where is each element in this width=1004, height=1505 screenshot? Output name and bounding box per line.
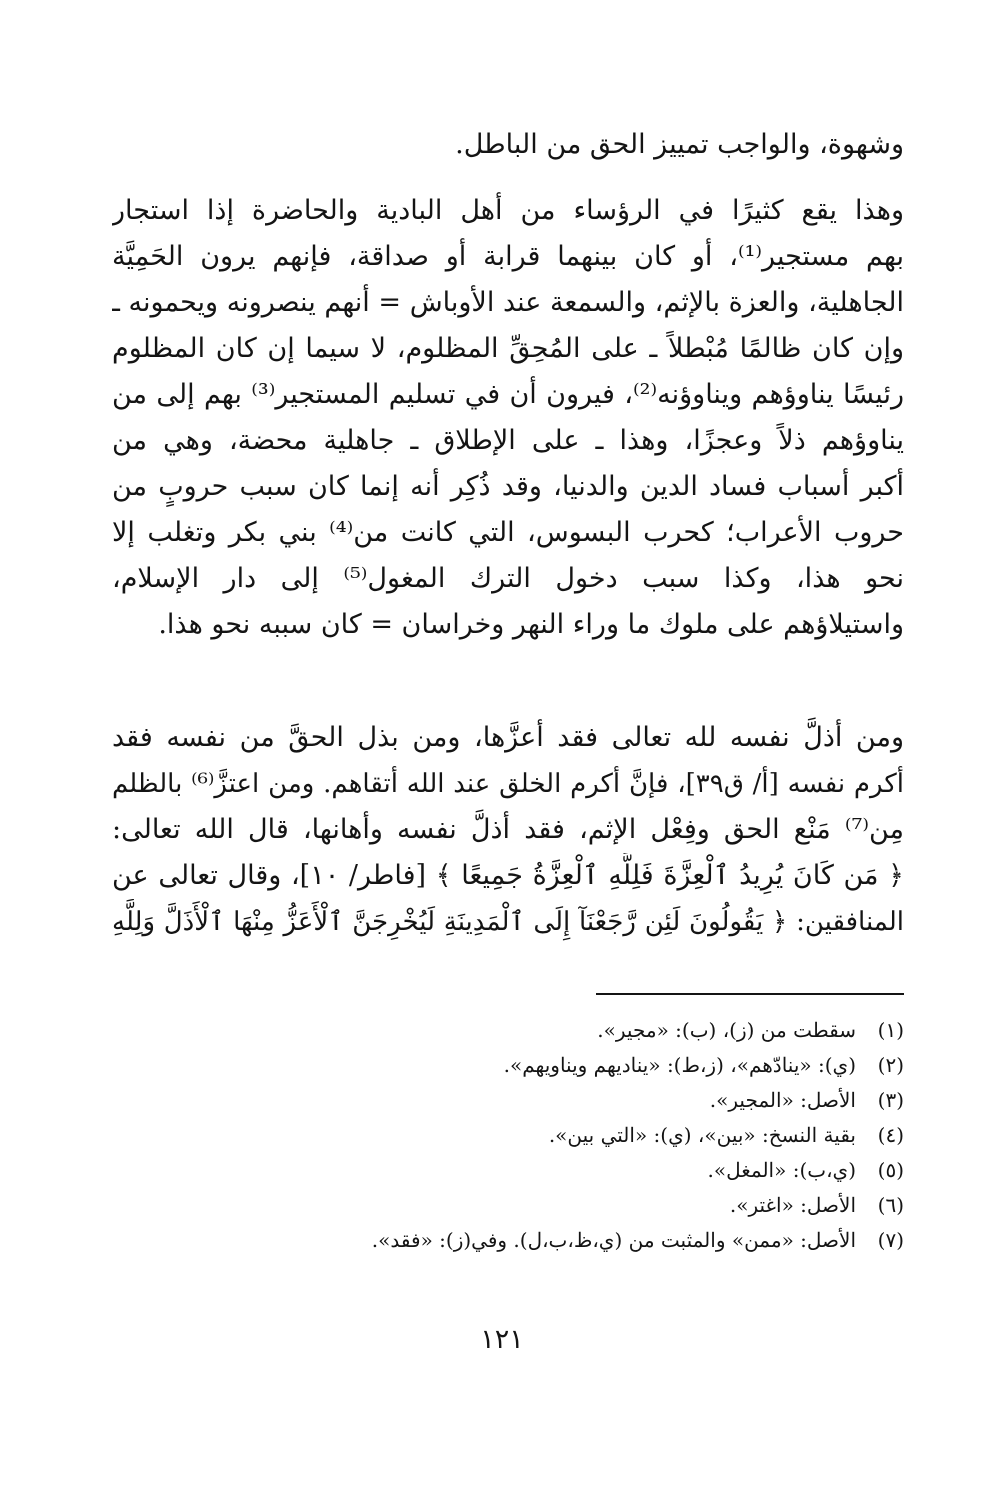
paragraph-2 <box>112 188 904 648</box>
footnote-text: بقية النسخ: «بين»، (ي): «التي بين». <box>548 1123 856 1147</box>
footnote <box>250 1118 904 1153</box>
text-line: يناوؤهم ذلاً وعجزًا، وهذا ـ على الإطلاق ـ جاهلية محضة، وهي من <box>112 425 904 456</box>
footnote <box>250 1223 904 1258</box>
paragraph-3 <box>112 715 904 945</box>
footnote <box>250 1153 904 1188</box>
footnote <box>250 1083 904 1118</box>
footnote-text: (ي،ب): «المغل». <box>707 1158 856 1182</box>
footnote <box>250 1048 904 1083</box>
footnote <box>250 1188 904 1223</box>
quran-verse-line: ﴿ مَن كَانَ يُرِيدُ ٱلْعِزَّةَ فَلِلَّهِ ٱلْعِزَّةُ جَمِيعًا ﴾ [فاطر/ ١٠]، وقال تعالى عن <box>112 860 904 891</box>
footnote-number: (٣) <box>877 1088 904 1112</box>
footnote-number: (٦) <box>877 1193 904 1217</box>
footnote-divider <box>596 993 904 995</box>
paragraph-1 <box>112 122 904 168</box>
footnote-text: الأصل: «ممن» والمثبت من (ي،ظ،ب،ل). وفي(ز): «فقد». <box>371 1228 856 1252</box>
text-line: وهذا يقع كثيرًا في الرؤساء من أهل البادية والحاضرة إذا استجار <box>112 195 904 226</box>
text-line: نحو هذا، وكذا سبب دخول الترك المغول⁽⁵⁾ إلى دار الإسلام، <box>112 563 904 594</box>
text-line: واستيلاؤهم على ملوك ما وراء النهر وخراسان = كان سببه نحو هذا. <box>158 609 904 640</box>
quran-verse-line: المنافقين: ﴿ يَقُولُونَ لَئِن رَّجَعْنَآ إِلَى ٱلْمَدِينَةِ لَيُخْرِجَنَّ ٱلْأَعَزُّ مِنْهَا ٱلْأَذَلَّ وَلِلَّهِ <box>112 907 904 937</box>
text-line: رئيسًا يناوؤهم ويناوؤنه⁽²⁾، فيرون أن في تسليم المستجير⁽³⁾ بهم إلى من <box>112 379 904 410</box>
text-line: أكرم نفسه [أ/ ق٣٩]، فإنَّ أكرم الخلق عند الله أتقاهم. ومن اعتزَّ⁽⁶⁾ بالظلم <box>112 769 904 799</box>
text-line: ومن أذلَّ نفسه لله تعالى فقد أعزَّها، ومن بذل الحقَّ من نفسه فقد <box>112 722 904 753</box>
footnote-number: (٤) <box>877 1123 904 1147</box>
footnote-number: (٥) <box>877 1158 904 1182</box>
page-number: ١٢١ <box>480 1324 524 1355</box>
footnotes <box>250 1013 904 1258</box>
footnote-number: (١) <box>877 1018 904 1042</box>
text-line: أكبر أسباب فساد الدين والدنيا، وقد ذُكِر أنه إنما كان سبب حروبٍ من <box>112 471 904 502</box>
text-line: وشهوة، والواجب تمييز الحق من الباطل. <box>455 129 904 160</box>
footnote-text: (ي): «ينادّهم»، (ز،ط): «ينادیهم ويناويهم». <box>503 1053 856 1077</box>
text-line: حروب الأعراب؛ كحرب البسوس، التي كانت من⁽⁴⁾ بني بكر وتغلب إلا <box>112 517 904 548</box>
footnote-text: الأصل: «المجير». <box>709 1088 856 1112</box>
footnote-text: سقطت من (ز)، (ب): «مجير». <box>597 1018 856 1042</box>
text-line: الجاهلية، والعزة بالإثم، والسمعة عند الأوباش = أنهم ينصرونه ويحمونه ـ <box>112 287 904 318</box>
text-line: بهم مستجير⁽¹⁾، أو كان بينهما قرابة أو صداقة، فإنهم يرون الحَمِيَّة <box>112 241 904 272</box>
text-line: وإن كان ظالمًا مُبْطلاً ـ على المُحِقِّ المظلوم، لا سيما إن كان المظلوم <box>112 333 904 364</box>
footnote <box>250 1013 904 1048</box>
footnote-number: (٧) <box>877 1228 904 1252</box>
footnote-text: الأصل: «اغتر». <box>729 1193 856 1217</box>
text-line: مِن⁽⁷⁾ مَنْع الحق وفِعْل الإثم، فقد أذلَّ نفسه وأهانها، قال الله تعالى: <box>112 814 904 845</box>
footnote-number: (٢) <box>877 1053 904 1077</box>
